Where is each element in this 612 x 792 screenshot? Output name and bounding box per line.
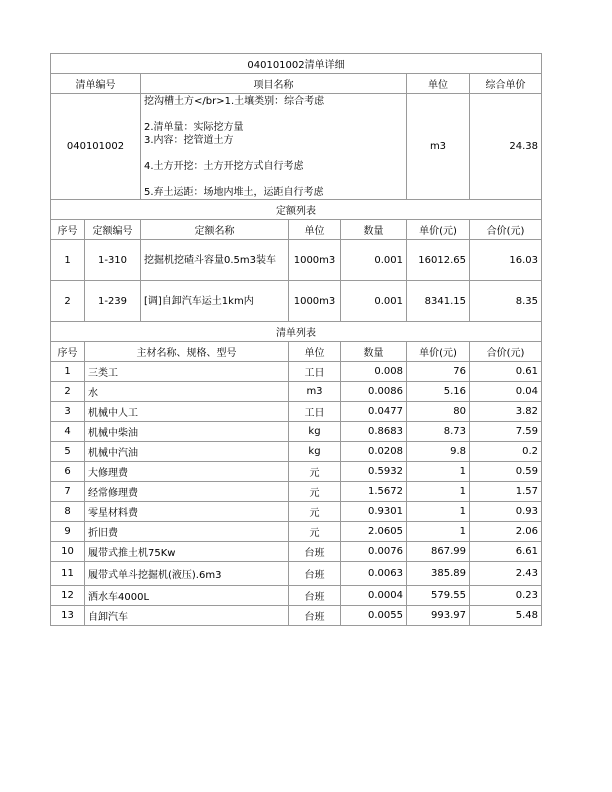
material-seq: 2 <box>51 382 85 402</box>
material-row <box>51 402 542 422</box>
material-total: 0.04 <box>470 382 542 402</box>
bill-unit-header: 单位 <box>407 74 470 94</box>
material-qty: 0.5932 <box>341 462 407 482</box>
page-title: 040101002清单详细 <box>51 54 542 74</box>
materials-total-header: 合价(元) <box>470 342 542 362</box>
quota-row <box>51 281 542 322</box>
bill-header-row <box>51 74 542 94</box>
material-name: 机械中汽油 <box>85 442 289 462</box>
material-qty: 0.0004 <box>341 586 407 606</box>
material-name: 履带式单斗挖掘机(液压).6m3 <box>85 562 289 586</box>
bill-description-line <box>144 108 403 121</box>
bill-code-header: 清单编号 <box>51 74 141 94</box>
material-unit: m3 <box>289 382 341 402</box>
quota-qty-header: 数量 <box>341 220 407 240</box>
material-price: 80 <box>407 402 470 422</box>
material-price: 993.97 <box>407 606 470 626</box>
material-price: 867.99 <box>407 542 470 562</box>
material-total: 2.43 <box>470 562 542 586</box>
quota-name-header: 定额名称 <box>141 220 289 240</box>
material-unit: 元 <box>289 502 341 522</box>
materials-price-header: 单价(元) <box>407 342 470 362</box>
quota-section-row <box>51 200 542 220</box>
material-unit: 元 <box>289 482 341 502</box>
bill-description-line: 挖沟槽土方</br>1.土壤类别：综合考虑 <box>144 96 325 107</box>
material-name: 折旧费 <box>85 522 289 542</box>
material-total: 0.59 <box>470 462 542 482</box>
bill-code: 040101002 <box>51 94 141 200</box>
quota-seq: 1 <box>51 240 85 281</box>
material-row <box>51 442 542 462</box>
quota-price-header: 单价(元) <box>407 220 470 240</box>
quota-unit: 1000m3 <box>289 281 341 322</box>
quota-total-header: 合价(元) <box>470 220 542 240</box>
quota-unit: 1000m3 <box>289 240 341 281</box>
material-price: 385.89 <box>407 562 470 586</box>
material-seq: 3 <box>51 402 85 422</box>
material-name: 自卸汽车 <box>85 606 289 626</box>
material-unit: 台班 <box>289 562 341 586</box>
material-price: 1 <box>407 522 470 542</box>
material-seq: 12 <box>51 586 85 606</box>
material-row <box>51 362 542 382</box>
material-row <box>51 606 542 626</box>
material-name: 洒水车4000L <box>85 586 289 606</box>
material-price: 579.55 <box>407 586 470 606</box>
material-seq: 7 <box>51 482 85 502</box>
materials-name-header: 主材名称、规格、型号 <box>85 342 289 362</box>
material-row <box>51 562 542 586</box>
material-qty: 0.0063 <box>341 562 407 586</box>
quota-name: 挖掘机挖碴斗容量0.5m3装车 <box>141 240 289 281</box>
quota-seq-header: 序号 <box>51 220 85 240</box>
material-price: 1 <box>407 482 470 502</box>
material-total: 6.61 <box>470 542 542 562</box>
material-total: 3.82 <box>470 402 542 422</box>
material-seq: 6 <box>51 462 85 482</box>
material-total: 0.23 <box>470 586 542 606</box>
quota-code-header: 定额编号 <box>85 220 141 240</box>
quota-code: 1-239 <box>85 281 141 322</box>
material-total: 7.59 <box>470 422 542 442</box>
quota-header-row <box>51 220 542 240</box>
quota-unit-header: 单位 <box>289 220 341 240</box>
material-name: 经常修理费 <box>85 482 289 502</box>
material-unit: kg <box>289 442 341 462</box>
material-qty: 1.5672 <box>341 482 407 502</box>
bill-name-header: 项目名称 <box>141 74 407 94</box>
material-unit: 台班 <box>289 606 341 626</box>
materials-unit-header: 单位 <box>289 342 341 362</box>
bill-price-header: 综合单价 <box>470 74 542 94</box>
material-price: 5.16 <box>407 382 470 402</box>
material-total: 5.48 <box>470 606 542 626</box>
material-qty: 0.0208 <box>341 442 407 462</box>
bill-description-line: 5.弃土运距：场地内堆土，运距自行考虑 <box>144 187 324 198</box>
material-unit: 台班 <box>289 542 341 562</box>
material-row <box>51 586 542 606</box>
material-total: 1.57 <box>470 482 542 502</box>
bill-description-line: 3.内容：挖管道土方 <box>144 135 234 146</box>
material-name: 零星材料费 <box>85 502 289 522</box>
material-qty: 0.8683 <box>341 422 407 442</box>
materials-section-row <box>51 322 542 342</box>
material-qty: 2.0605 <box>341 522 407 542</box>
material-price: 8.73 <box>407 422 470 442</box>
material-unit: 元 <box>289 462 341 482</box>
material-price: 9.8 <box>407 442 470 462</box>
material-unit: 工日 <box>289 362 341 382</box>
material-qty: 0.0055 <box>341 606 407 626</box>
material-unit: 工日 <box>289 402 341 422</box>
material-name: 履带式推土机75Kw <box>85 542 289 562</box>
material-name: 大修理费 <box>85 462 289 482</box>
quota-qty: 0.001 <box>341 281 407 322</box>
material-total: 0.61 <box>470 362 542 382</box>
material-seq: 1 <box>51 362 85 382</box>
material-seq: 8 <box>51 502 85 522</box>
material-row <box>51 482 542 502</box>
material-qty: 0.008 <box>341 362 407 382</box>
bill-description-line <box>144 147 403 160</box>
material-name: 三类工 <box>85 362 289 382</box>
materials-seq-header: 序号 <box>51 342 85 362</box>
bill-description-line: 2.清单量：实际挖方量 <box>144 122 244 133</box>
material-row <box>51 502 542 522</box>
material-price: 1 <box>407 462 470 482</box>
title-row <box>51 54 542 74</box>
material-row <box>51 382 542 402</box>
materials-header-row <box>51 342 542 362</box>
material-seq: 10 <box>51 542 85 562</box>
material-name: 机械中人工 <box>85 402 289 422</box>
bill-description-line <box>144 173 403 186</box>
quota-price: 16012.65 <box>407 240 470 281</box>
material-row <box>51 462 542 482</box>
quota-price: 8341.15 <box>407 281 470 322</box>
material-qty: 0.0086 <box>341 382 407 402</box>
material-price: 76 <box>407 362 470 382</box>
material-seq: 11 <box>51 562 85 586</box>
quota-seq: 2 <box>51 281 85 322</box>
material-name: 机械中柴油 <box>85 422 289 442</box>
material-seq: 13 <box>51 606 85 626</box>
material-row <box>51 422 542 442</box>
material-seq: 5 <box>51 442 85 462</box>
material-seq: 9 <box>51 522 85 542</box>
materials-qty-header: 数量 <box>341 342 407 362</box>
bill-description <box>141 94 407 200</box>
bill-description-line: 4.土方开挖：土方开挖方式自行考虑 <box>144 161 304 172</box>
materials-section-title: 清单列表 <box>51 322 542 342</box>
bill-unit: m3 <box>407 94 470 200</box>
material-name: 水 <box>85 382 289 402</box>
quota-qty: 0.001 <box>341 240 407 281</box>
material-total: 2.06 <box>470 522 542 542</box>
material-qty: 0.0076 <box>341 542 407 562</box>
material-total: 0.2 <box>470 442 542 462</box>
material-total: 0.93 <box>470 502 542 522</box>
quota-total: 8.35 <box>470 281 542 322</box>
material-qty: 0.9301 <box>341 502 407 522</box>
quota-section-title: 定额列表 <box>51 200 542 220</box>
bill-detail-table <box>50 53 542 626</box>
bill-description-lines <box>144 95 403 199</box>
quota-code: 1-310 <box>85 240 141 281</box>
material-unit: 元 <box>289 522 341 542</box>
quota-total: 16.03 <box>470 240 542 281</box>
bill-price: 24.38 <box>470 94 542 200</box>
material-seq: 4 <box>51 422 85 442</box>
quota-name: [调]自卸汽车运土1km内 <box>141 281 289 322</box>
material-row <box>51 522 542 542</box>
material-row <box>51 542 542 562</box>
material-unit: 台班 <box>289 586 341 606</box>
bill-detail-sheet <box>50 53 541 626</box>
bill-row <box>51 94 542 200</box>
quota-row <box>51 240 542 281</box>
material-qty: 0.0477 <box>341 402 407 422</box>
material-unit: kg <box>289 422 341 442</box>
material-price: 1 <box>407 502 470 522</box>
